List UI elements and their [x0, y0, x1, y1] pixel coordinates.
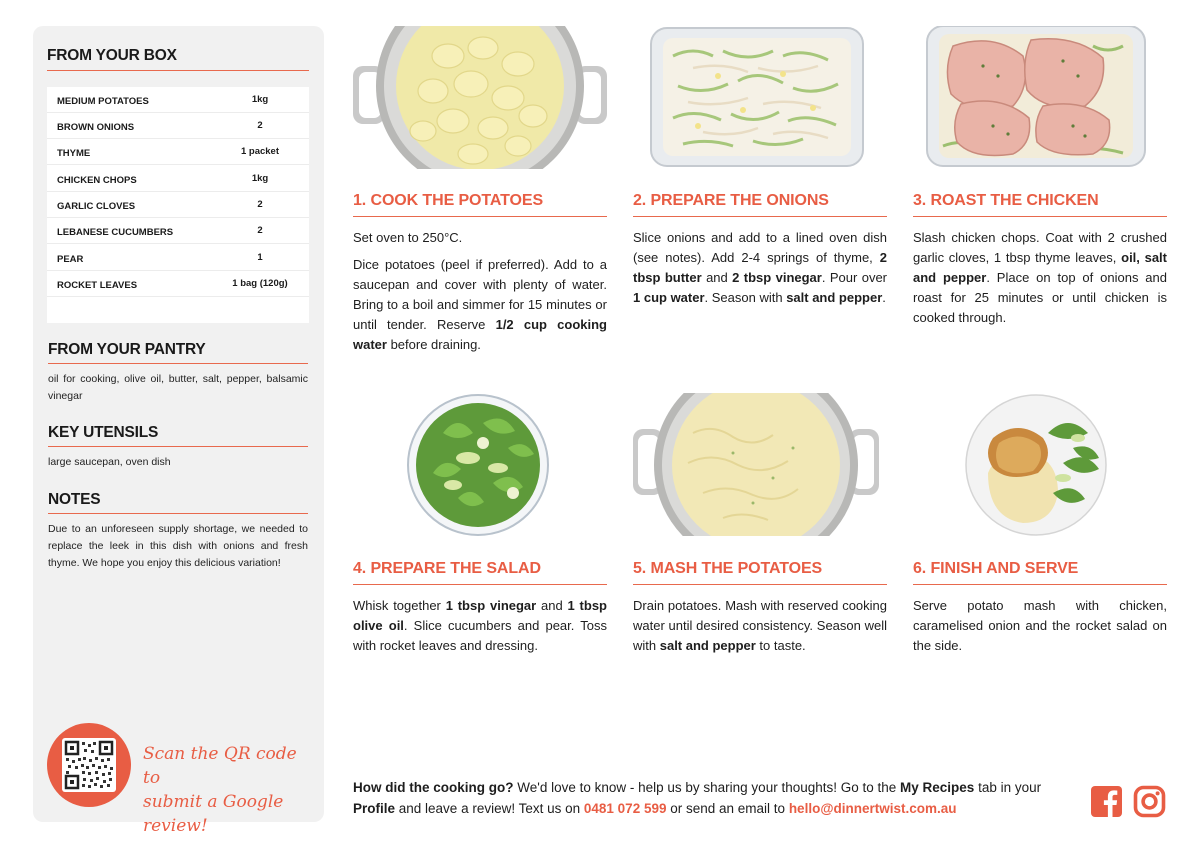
- divider: [633, 216, 887, 217]
- qr-code-icon[interactable]: [62, 738, 116, 792]
- bold-text: How did the cooking go?: [353, 780, 514, 795]
- table-row: [47, 113, 309, 139]
- qr-badge[interactable]: [47, 723, 131, 807]
- step-5-title: 5. MASH THE POTATOES: [633, 560, 823, 577]
- text-run: . Pour over: [821, 270, 888, 285]
- bold-text: 2 tbsp butter: [633, 250, 887, 285]
- text-run: tab in your: [974, 780, 1042, 795]
- table-row: [47, 192, 309, 218]
- divider: [48, 446, 308, 447]
- step-paragraph: [633, 596, 887, 656]
- footer-message: [353, 777, 1073, 819]
- divider: [48, 513, 308, 514]
- step-6-body: [913, 596, 1167, 663]
- facebook-icon[interactable]: [1090, 785, 1123, 818]
- text-run: Dice potatoes (peel if preferred). Add to a saucepan and cover with plenty of water. Bring to a boil and simmer for 15 minutes or until tender. Reserve: [353, 257, 607, 332]
- ingredient-qty: 1kg: [251, 94, 269, 105]
- contact-link[interactable]: 0481 072 599: [583, 801, 667, 816]
- step-paragraph: [913, 596, 1167, 656]
- text-run: Whisk together: [353, 598, 446, 613]
- bold-text: Profile: [353, 801, 396, 816]
- step-4-photo: [353, 393, 607, 536]
- step-paragraph: [633, 228, 887, 308]
- table-row: [47, 271, 309, 297]
- ingredients-table: [47, 87, 309, 323]
- ingredient-name: MEDIUM POTATOES: [57, 96, 149, 107]
- bold-text: oil, salt and pepper: [913, 250, 1168, 285]
- step-2-body: [633, 228, 887, 315]
- ingredient-name: BROWN ONIONS: [57, 122, 135, 133]
- divider: [47, 70, 309, 71]
- text-run: before draining.: [386, 337, 481, 352]
- table-row: [47, 245, 309, 271]
- qr-caption-line: submit a Google review!: [143, 792, 284, 836]
- step-5-body: [633, 596, 887, 663]
- ingredient-qty: 2: [257, 120, 263, 131]
- step-4-body: [353, 596, 607, 663]
- from-box-title: FROM YOUR BOX: [47, 47, 177, 64]
- bold-text: 1 cup water: [633, 290, 705, 305]
- notes-text: Due to an unforeseen supply shortage, we needed to replace the leek in this dish with onions and fresh thyme. We hope you enjoy this delicious variation!: [48, 523, 308, 569]
- text-run: and leave a review! Text us on: [395, 801, 584, 816]
- ingredient-qty: 2: [257, 225, 263, 236]
- divider: [633, 584, 887, 585]
- step-1-photo: [353, 26, 607, 169]
- ingredient-name: GARLIC CLOVES: [57, 201, 136, 212]
- divider: [913, 216, 1167, 217]
- divider: [353, 216, 607, 217]
- pantry-title: FROM YOUR PANTRY: [48, 341, 206, 358]
- ingredient-qty: 2: [257, 199, 263, 210]
- divider: [48, 363, 308, 364]
- pantry-text: oil for cooking, olive oil, butter, salt, pepper, balsamic vinegar: [48, 373, 308, 402]
- qr-caption: [143, 742, 318, 838]
- contact-link[interactable]: hello@dinnertwist.com.au: [788, 801, 957, 816]
- utensils-text: large saucepan, oven dish: [48, 456, 171, 468]
- text-run: Set oven to 250°C.: [353, 230, 463, 245]
- text-run: We'd love to know - help us by sharing your thoughts! Go to the: [513, 780, 901, 795]
- bold-text: 1 tbsp vinegar: [445, 598, 537, 613]
- text-run: or send an email to: [666, 801, 789, 816]
- table-row: [47, 139, 309, 165]
- step-1-title: 1. COOK THE POTATOES: [353, 192, 544, 209]
- step-6-title: 6. FINISH AND SERVE: [913, 560, 1079, 577]
- step-4-title: 4. PREPARE THE SALAD: [353, 560, 541, 577]
- step-5-photo: [633, 393, 887, 536]
- ingredient-name: CHICKEN CHOPS: [57, 175, 137, 186]
- text-run: Drain potatoes. Mash with reserved cooking water until desired consistency. Season well with: [633, 598, 887, 653]
- step-3-photo: [913, 26, 1167, 169]
- sidebar: [33, 26, 324, 836]
- instagram-icon[interactable]: [1133, 785, 1166, 818]
- ingredient-qty: 1 packet: [240, 146, 280, 157]
- text-run: .: [882, 290, 886, 305]
- ingredient-qty: 1kg: [251, 173, 269, 184]
- notes-title: NOTES: [48, 491, 101, 508]
- step-2-photo: [633, 26, 887, 169]
- text-run: to taste.: [755, 638, 806, 653]
- bold-text: 1 tbsp olive oil: [353, 598, 607, 633]
- ingredient-name: ROCKET LEAVES: [57, 280, 138, 291]
- step-paragraph: [353, 596, 607, 656]
- divider: [353, 584, 607, 585]
- text-run: and: [701, 270, 733, 285]
- bold-text: salt and pepper: [786, 290, 883, 305]
- text-run: and: [536, 598, 568, 613]
- text-run: Slash chicken chops. Coat with 2 crushed garlic cloves, 1 tbsp thyme leaves,: [913, 230, 1167, 265]
- ingredient-qty: 1 bag (120g): [232, 278, 288, 289]
- ingredient-name: THYME: [57, 148, 91, 159]
- table-row: [47, 218, 309, 244]
- text-run: . Place on top of onions and roast for 25 minutes or until chicken is cooked through.: [913, 270, 1167, 325]
- step-paragraph: [353, 228, 607, 248]
- table-row: [47, 87, 309, 113]
- step-3-body: [913, 228, 1167, 335]
- utensils-title: KEY UTENSILS: [48, 424, 159, 441]
- step-2-title: 2. PREPARE THE ONIONS: [633, 192, 829, 209]
- text-run: . Season with: [704, 290, 787, 305]
- step-paragraph: [913, 228, 1167, 328]
- divider: [913, 584, 1167, 585]
- step-3-title: 3. ROAST THE CHICKEN: [913, 192, 1099, 209]
- bold-text: My Recipes: [900, 780, 975, 795]
- bold-text: 2 tbsp vinegar: [732, 270, 822, 285]
- ingredient-qty: 1: [257, 252, 263, 263]
- table-row: [47, 166, 309, 192]
- text-run: Serve potato mash with chicken, caramelised onion and the rocket salad on the side.: [913, 598, 1167, 653]
- qr-caption-line: Scan the QR code to: [143, 744, 297, 788]
- text-run: . Slice cucumbers and pear. Toss with rocket leaves and dressing.: [353, 618, 607, 653]
- bold-text: 1/2 cup cooking water: [353, 317, 607, 352]
- step-1-body: [353, 228, 607, 362]
- ingredient-name: PEAR: [57, 254, 84, 265]
- bold-text: salt and pepper: [659, 638, 756, 653]
- step-paragraph: [353, 255, 607, 355]
- step-6-photo: [913, 393, 1167, 536]
- text-run: Slice onions and add to a lined oven dish (see notes). Add 2-4 springs of thyme,: [633, 230, 887, 265]
- ingredient-name: LEBANESE CUCUMBERS: [57, 227, 174, 238]
